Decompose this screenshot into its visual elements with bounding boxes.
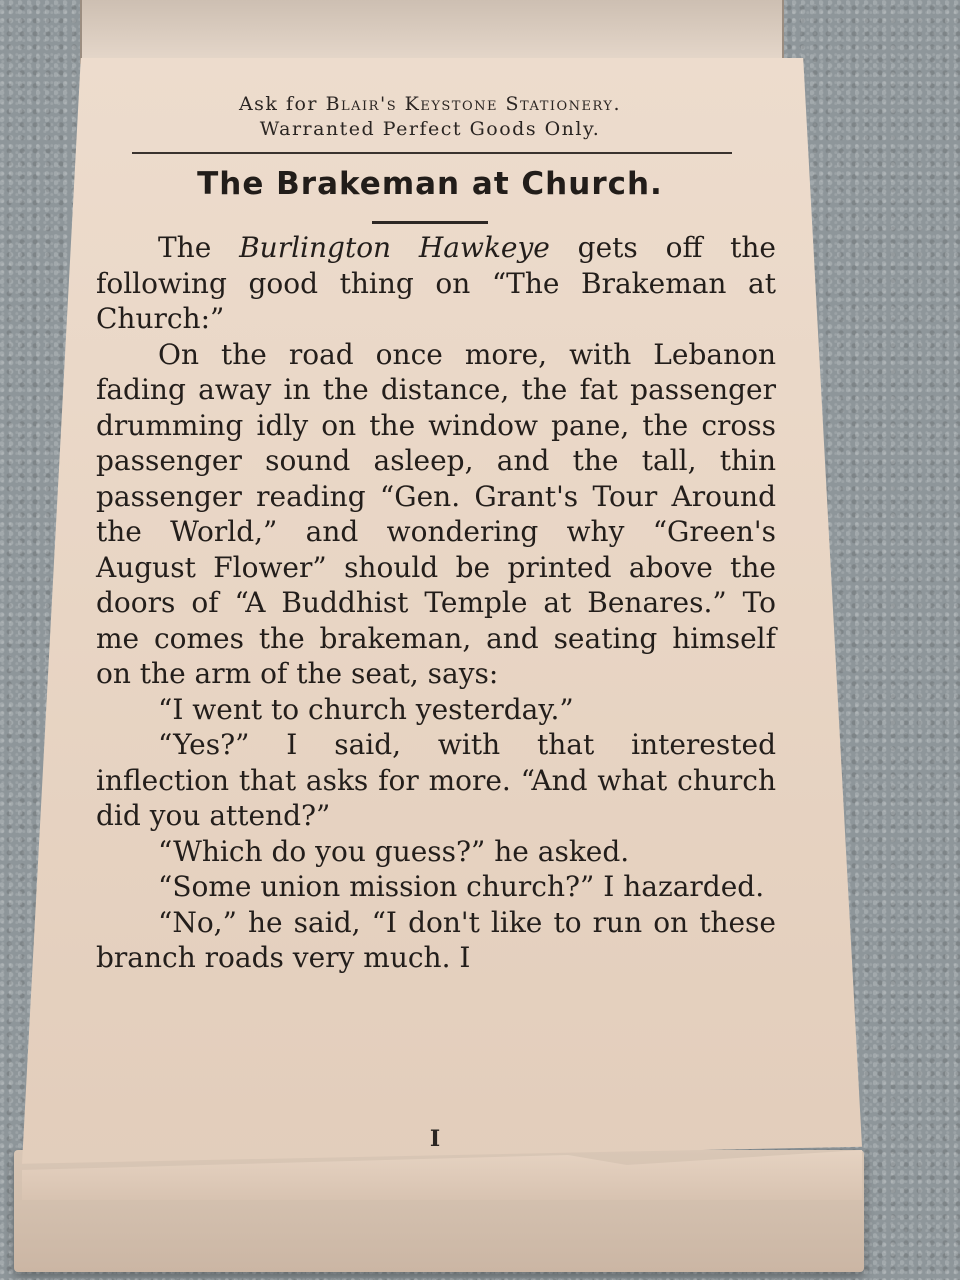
page-header (100, 92, 760, 142)
paragraph: On the road once more, with Lebanon fading away in the distance, the fat passenger drumming idly on the window pane, the cross passenger sound asleep, and the tall, thin passenger reading “Gen. Grant's Tour Around the World,” and wondering why “Green's August Flower” should be printed above the doors of “A Buddhist Temple at Benares.” To me comes the brakeman, and seating himself on the arm of the seat, says: (96, 337, 776, 690)
header-ask-text: Ask for (238, 93, 326, 115)
header-line-1 (100, 92, 760, 117)
booklet-fold (80, 0, 784, 64)
article-body (96, 230, 776, 976)
article-title: The Brakeman at Church. (197, 166, 663, 202)
intro-text-a: The (158, 231, 240, 264)
intro-text-b: gets off the following good thing on “The Brakeman at Church:” (96, 231, 776, 335)
header-rule (132, 152, 732, 154)
paragraph: “No,” he said, “I don't like to run on these branch roads very much. I (96, 905, 776, 974)
paragraph: “Some union mission church?” I hazarded. (158, 870, 765, 903)
intro-source: Burlington Hawkeye (239, 231, 550, 264)
paragraph: “Yes?” I said, with that interested inflection that asks for more. “And what church did you attend?” (96, 728, 776, 832)
title-rule (372, 221, 488, 224)
intro-paragraph (96, 230, 776, 337)
paragraph: “Which do you guess?” he asked. (158, 834, 630, 868)
page-number: I (429, 1126, 441, 1152)
header-brand-text: Blair's Keystone Stationery. (325, 93, 622, 115)
header-line-2: Warranted Perfect Goods Only. (259, 118, 601, 140)
paragraph: “I went to church yesterday.” (158, 692, 574, 726)
